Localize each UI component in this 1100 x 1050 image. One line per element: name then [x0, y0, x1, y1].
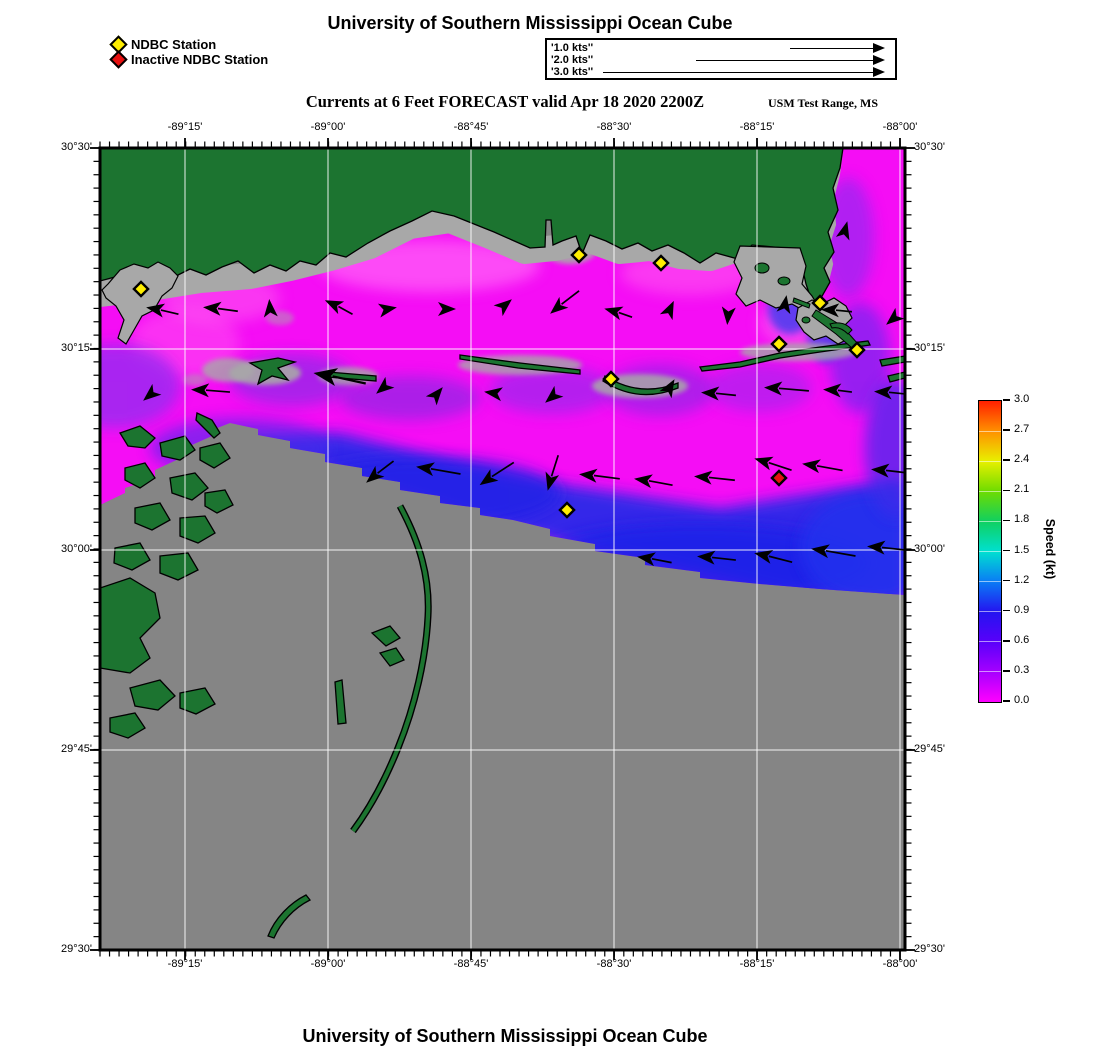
colorbar-tick — [1003, 520, 1010, 522]
legend-label: Inactive NDBC Station — [131, 52, 269, 67]
legend-label: NDBC Station — [131, 37, 217, 52]
lon-label: -88°30' — [596, 121, 632, 133]
lon-label: -88°00' — [882, 121, 918, 133]
colorbar-tick-label: 0.0 — [1014, 694, 1030, 706]
lat-label: 30°00' — [914, 543, 945, 555]
lon-label: -88°00' — [882, 958, 918, 970]
colorbar-tick — [1003, 399, 1010, 401]
colorbar-tick-label: 0.3 — [1014, 663, 1030, 676]
lat-label: 29°45' — [914, 743, 945, 755]
colorbar-tick — [1003, 670, 1010, 672]
colorbar-gridline — [979, 581, 1001, 582]
colorbar-tick-label: 1.2 — [1014, 573, 1030, 586]
colorbar-tick — [1003, 429, 1010, 431]
lat-label: 30°30' — [61, 141, 92, 153]
lon-label: -88°15' — [739, 121, 775, 133]
scale-label: '2.0 kts'' — [551, 54, 594, 66]
legend-item-inactive — [110, 52, 268, 67]
arrowhead-icon — [873, 67, 885, 77]
legend-item-active — [110, 37, 268, 52]
arrowhead-icon — [873, 55, 885, 65]
colorbar-tick-label: 2.1 — [1014, 483, 1030, 496]
colorbar-gridline — [979, 611, 1001, 612]
scale-label: '1.0 kts'' — [551, 42, 594, 54]
lon-label: -88°30' — [596, 958, 632, 970]
lat-label: 30°30' — [914, 141, 945, 153]
colorbar-tick — [1003, 640, 1010, 642]
colorbar-tick-label: 1.5 — [1014, 543, 1030, 556]
lat-label: 29°30' — [61, 943, 92, 955]
colorbar-tick — [1003, 490, 1010, 492]
region-label: USM Test Range, MS — [768, 96, 879, 110]
lat-label: 29°30' — [914, 943, 945, 955]
colorbar-tick-label: 2.4 — [1014, 453, 1030, 466]
station-legend — [110, 37, 268, 67]
lat-label: 29°45' — [61, 743, 92, 755]
colorbar-tick-label: 3.0 — [1014, 393, 1030, 405]
colorbar-gridline — [979, 551, 1001, 552]
page-title: University of Southern Mississippi Ocean Cube — [327, 13, 733, 33]
colorbar-gridline — [979, 641, 1001, 642]
speed-colorbar — [978, 400, 1002, 703]
colorbar-tick-label: 0.9 — [1014, 603, 1030, 616]
inactive-ndbc-station-icon — [109, 50, 127, 68]
forecast-subtitle: Currents at 6 Feet FORECAST valid Apr 18 2020 2200Z — [305, 92, 705, 111]
lon-label: -89°15' — [167, 958, 203, 970]
lat-label: 30°15' — [61, 342, 92, 354]
colorbar-tick-label: 2.7 — [1014, 423, 1030, 436]
colorbar-gridline — [979, 461, 1001, 462]
lon-label: -88°15' — [739, 958, 775, 970]
lon-label: -88°45' — [453, 121, 489, 133]
colorbar-gridline — [979, 521, 1001, 522]
lon-label: -89°15' — [167, 121, 203, 133]
lat-label: 30°15' — [914, 342, 945, 354]
map-plot — [86, 134, 919, 964]
colorbar-tick — [1003, 610, 1010, 612]
scale-row-3kt — [551, 66, 891, 79]
lat-label: 30°00' — [61, 543, 92, 555]
colorbar-gridline — [979, 671, 1001, 672]
colorbar-title: Speed (kt) — [1043, 518, 1057, 580]
lon-label: -89°00' — [310, 958, 346, 970]
arrowhead-icon — [873, 43, 885, 53]
velocity-scale-box — [545, 38, 897, 80]
colorbar-tick — [1003, 700, 1010, 702]
scale-arrow-line — [696, 60, 875, 61]
colorbar-tick-label: 0.6 — [1014, 633, 1030, 646]
colorbar-tick — [1003, 459, 1010, 461]
page-title-bottom: University of Southern Mississippi Ocean Cube — [302, 1026, 708, 1046]
lon-label: -89°00' — [310, 121, 346, 133]
colorbar-tick — [1003, 580, 1010, 582]
colorbar-gridline — [979, 491, 1001, 492]
scale-label: '3.0 kts'' — [551, 66, 594, 78]
colorbar-tick-label: 1.8 — [1014, 513, 1030, 526]
scale-arrow-line — [790, 48, 875, 49]
colorbar-tick — [1003, 550, 1010, 552]
scale-arrow-line — [603, 72, 875, 73]
colorbar-gridline — [979, 431, 1001, 432]
plot-area — [86, 138, 919, 960]
lon-label: -88°45' — [453, 958, 489, 970]
